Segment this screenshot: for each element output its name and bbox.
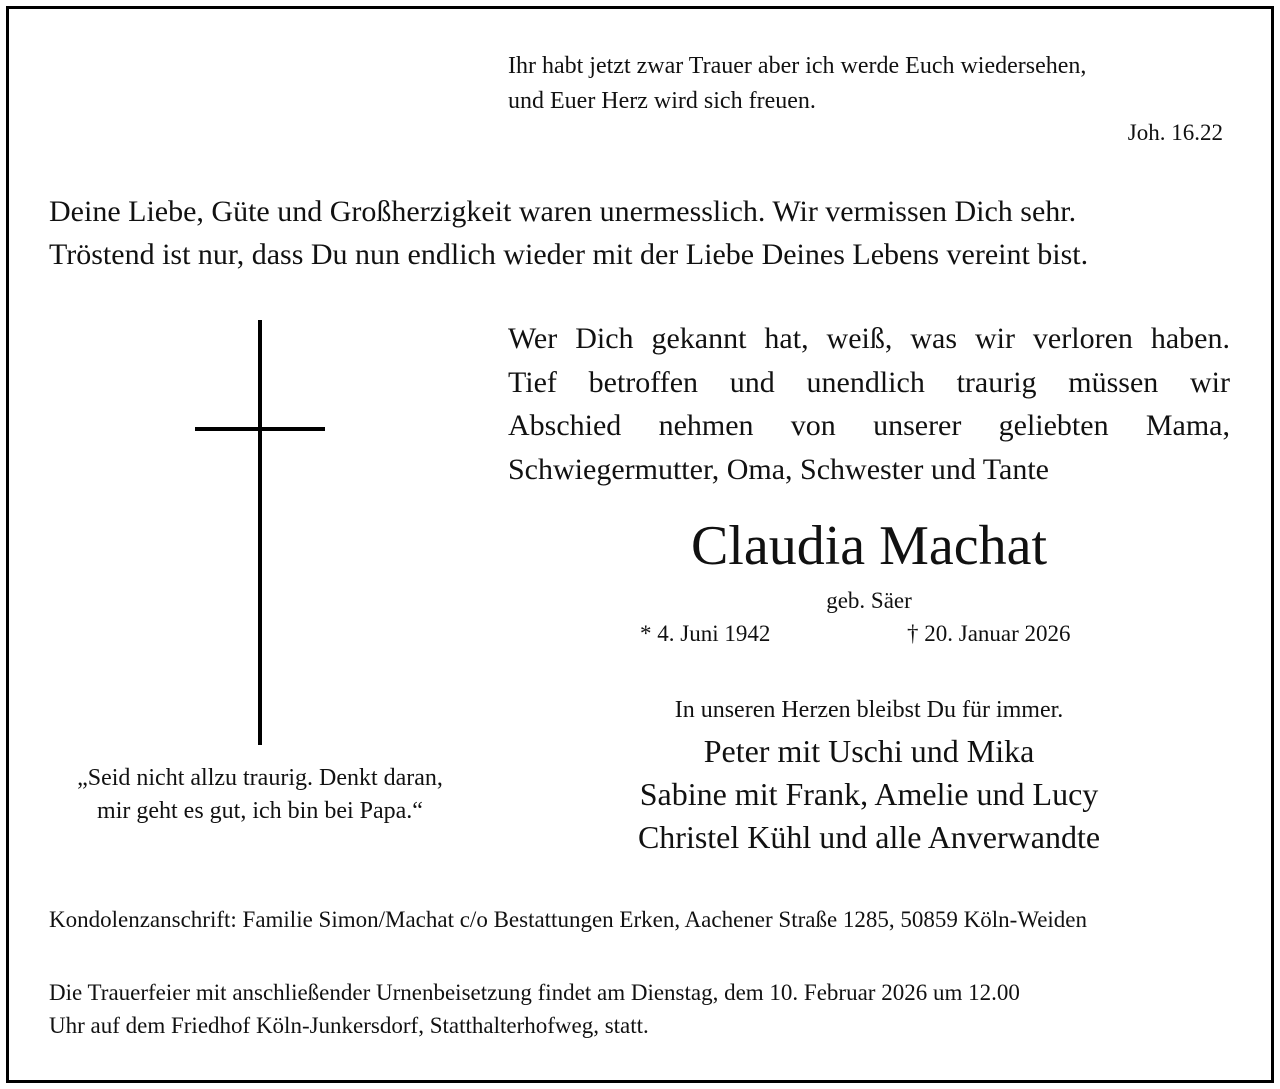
mourner-entry: Christel Kühl und alle Anverwandte — [637, 819, 1101, 855]
cross-vertical-bar — [258, 320, 262, 745]
intro-line: Tief betroffen und unendlich traurig müssen wir — [508, 365, 1230, 399]
deceased-name: Claudia Machat — [690, 515, 1048, 577]
bible-verse-reference: Joh. 16.22 — [1127, 120, 1223, 145]
tribute-line: Deine Liebe, Güte und Großherzigkeit waren unermesslich. Wir vermissen Dich sehr. — [49, 195, 1077, 228]
quote-line: „Seid nicht allzu traurig. Denkt daran, — [77, 765, 443, 791]
intro-line: Abschied nehmen von unserer geliebten Mama, — [508, 409, 1230, 442]
bible-verse — [508, 49, 1228, 119]
condolence-address: Kondolenzanschrift: Familie Simon/Machat c/o Bestattungen Erken, Aachener Straße 1285, 50859 Köln-Weiden — [49, 907, 1087, 932]
birth-date: * 4. Juni 1942 — [640, 621, 771, 646]
mourner-entry: Sabine mit Frank, Amelie und Lucy — [639, 776, 1099, 812]
announcement-intro — [508, 317, 1230, 491]
intro-line: Wer Dich gekannt hat, weiß, was wir verloren haben. — [508, 322, 1230, 355]
cross-icon — [195, 320, 325, 745]
bible-verse-line: und Euer Herz wird sich freuen. — [508, 88, 816, 114]
mourner-entry: Peter mit Uschi und Mika — [703, 733, 1035, 769]
intro-line: Schwiegermutter, Oma, Schwester und Tante — [508, 452, 1049, 486]
death-date: † 20. Januar 2026 — [907, 621, 1071, 646]
tribute-line: Tröstend ist nur, dass Du nun endlich wieder mit der Liebe Deines Lebens vereint bist. — [49, 238, 1089, 271]
cross-horizontal-bar — [195, 427, 325, 431]
ceremony-line: Die Trauerfeier mit anschließender Urnenbeisetzung findet am Dienstag, dem 10. Februar 2026 um 12.00 — [49, 980, 1020, 1005]
ceremony-line: Uhr auf dem Friedhof Köln-Junkersdorf, Statthalterhofweg, statt. — [49, 1013, 649, 1038]
farewell-quote — [30, 762, 490, 828]
closing-line: In unseren Herzen bleibst Du für immer. — [674, 697, 1064, 723]
maiden-name: geb. Säer — [826, 588, 912, 613]
ceremony-info — [49, 976, 1020, 1042]
bible-verse-line: Ihr habt jetzt zwar Trauer aber ich werde Euch wiedersehen, — [508, 53, 1087, 79]
tribute-text — [49, 190, 1088, 276]
mourners-list — [508, 730, 1230, 859]
quote-line: mir geht es gut, ich bin bei Papa.“ — [97, 798, 423, 824]
